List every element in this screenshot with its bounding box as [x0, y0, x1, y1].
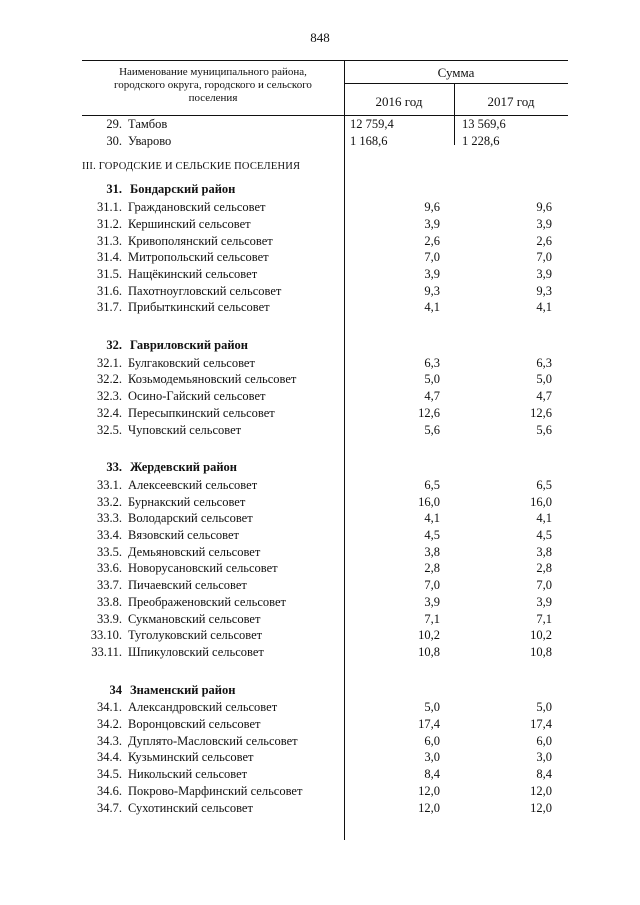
- value-2016: 1 168,6: [350, 133, 388, 148]
- row-number: 31.1.: [97, 200, 122, 215]
- settlement-name: Кузьминский сельсовет: [128, 750, 254, 765]
- page-number: 848: [310, 30, 330, 45]
- settlement-name: Митропольский сельсовет: [128, 250, 269, 265]
- table-row: [82, 560, 568, 577]
- district-name: Гавриловский район: [130, 338, 248, 352]
- value-2016: 6,0: [424, 733, 440, 748]
- row-number: 31.7.: [97, 300, 122, 315]
- table-row: [82, 766, 568, 783]
- row-number: 34.3.: [97, 733, 122, 748]
- row-number: 33.10.: [90, 628, 122, 643]
- settlement-name: Тамбов: [128, 117, 168, 131]
- row-number: 31.6.: [97, 283, 122, 298]
- value-2016: 4,5: [424, 528, 440, 542]
- value-2017: 2,8: [536, 561, 552, 576]
- settlement-name: Сухотинский сельсовет: [128, 800, 253, 815]
- value-2017: 2,6: [536, 233, 552, 248]
- value-2016: 5,0: [424, 700, 440, 715]
- row-number: 31.2.: [97, 216, 122, 231]
- table-row: [82, 133, 568, 150]
- table-row: [82, 644, 568, 661]
- header-sum-divider: [344, 83, 568, 84]
- district-number: 32.: [106, 338, 122, 352]
- value-2017: 5,6: [536, 422, 552, 437]
- value-2017: 12,0: [530, 800, 552, 815]
- table-row: [82, 716, 568, 733]
- table-row: [82, 477, 568, 494]
- settlement-name: Граждановский сельсовет: [128, 200, 266, 215]
- settlement-name: Осино-Гайский сельсовет: [128, 389, 266, 404]
- settlement-name: Володарский сельсовет: [128, 511, 253, 526]
- value-2016: 6,5: [424, 477, 440, 492]
- table-row: [82, 266, 568, 283]
- row-number: 33.8.: [97, 594, 122, 609]
- value-2016: 12,0: [418, 783, 440, 798]
- table-row: [82, 494, 568, 511]
- settlement-name: Воронцовский сельсовет: [128, 717, 261, 731]
- row-number: 34.5.: [97, 767, 122, 782]
- value-2017: 3,9: [536, 216, 552, 231]
- table-row: [82, 216, 568, 233]
- value-2016: 5,0: [424, 372, 440, 387]
- table-row: [82, 283, 568, 300]
- value-2016: 9,3: [424, 283, 440, 298]
- value-2017: 6,0: [536, 733, 552, 748]
- value-2017: 4,5: [536, 528, 552, 542]
- district-number: 34: [109, 682, 122, 697]
- table-row: [82, 199, 568, 216]
- settlement-name: Туголуковский сельсовет: [128, 628, 263, 643]
- district-heading: [82, 682, 235, 699]
- row-number: 32.1.: [97, 355, 122, 370]
- row-number: 29.: [106, 117, 122, 131]
- value-2017: 9,6: [536, 200, 552, 215]
- value-2017: 7,0: [536, 578, 552, 593]
- row-number: 31.3.: [97, 233, 122, 248]
- settlement-name: Бурнакский сельсовет: [128, 494, 246, 509]
- value-2017: 10,8: [530, 644, 552, 659]
- table-row: [82, 544, 568, 561]
- settlement-name: Вязовский сельсовет: [128, 528, 239, 542]
- value-2017: 3,9: [536, 266, 552, 281]
- row-number: 34.4.: [97, 750, 122, 765]
- value-2017: 13 569,6: [462, 117, 506, 131]
- row-number: 34.2.: [97, 717, 122, 731]
- value-2016: 16,0: [418, 494, 440, 509]
- settlement-name: Демьяновский сельсовет: [128, 544, 261, 559]
- value-2016: 4,7: [424, 389, 440, 404]
- row-number: 33.9.: [97, 611, 122, 626]
- row-number: 33.3.: [97, 511, 122, 526]
- row-number: 33.11.: [91, 644, 122, 659]
- row-number: 33.2.: [97, 494, 122, 509]
- value-2016: 10,2: [418, 628, 440, 643]
- settlement-name: Пичаевский сельсовет: [128, 578, 247, 593]
- table-row: [82, 371, 568, 388]
- value-2016: 7,0: [424, 250, 440, 265]
- value-2016: 12,6: [418, 405, 440, 420]
- value-2017: 3,9: [536, 594, 552, 609]
- table-row: [82, 355, 568, 372]
- value-2016: 3,9: [424, 216, 440, 231]
- settlement-name: Кершинский сельсовет: [128, 216, 251, 231]
- row-number: 33.5.: [97, 544, 122, 559]
- header-sum: Сумма: [437, 65, 475, 80]
- table-row: [82, 233, 568, 250]
- settlement-name: Кривополянский сельсовет: [128, 233, 273, 248]
- value-2017: 10,2: [530, 628, 552, 643]
- value-2017: 4,1: [536, 511, 552, 526]
- value-2016: 3,9: [424, 594, 440, 609]
- settlement-name: Пахотноугловский сельсовет: [128, 283, 282, 298]
- allocation-table: [82, 60, 568, 840]
- header-name-line: поселения: [188, 92, 238, 104]
- row-number: 33.1.: [97, 477, 122, 492]
- value-2017: 1 228,6: [462, 133, 500, 148]
- district-name: Знаменский район: [130, 682, 236, 697]
- value-2017: 4,1: [536, 300, 552, 315]
- district-name: Жердевский район: [130, 460, 237, 475]
- settlement-name: Дуплято-Масловский сельсовет: [128, 733, 298, 748]
- table-row: [82, 405, 568, 422]
- table-row: [82, 422, 568, 439]
- table-row: [82, 783, 568, 800]
- value-2016: 8,4: [424, 767, 440, 782]
- settlement-name: Новорусановский сельсовет: [128, 561, 278, 576]
- settlement-name: Козьмодемьяновский сельсовет: [128, 372, 297, 387]
- settlement-name: Булгаковский сельсовет: [128, 355, 255, 370]
- district-heading: [82, 337, 248, 354]
- row-number: 32.2.: [97, 372, 122, 387]
- settlement-name: Прибыткинский сельсовет: [128, 300, 270, 315]
- settlement-name: Нащёкинский сельсовет: [128, 266, 258, 281]
- header-year-2017: 2017 год: [487, 94, 535, 109]
- table-row: [82, 611, 568, 628]
- settlement-name: Покрово-Марфинский сельсовет: [128, 783, 303, 798]
- row-number: 32.5.: [97, 422, 122, 437]
- row-number: 33.7.: [97, 578, 122, 593]
- row-number: 34.1.: [97, 700, 122, 715]
- value-2016: 17,4: [418, 717, 440, 731]
- value-2017: 12,0: [530, 783, 552, 798]
- row-number: 30.: [106, 133, 122, 148]
- value-2017: 16,0: [530, 494, 552, 509]
- settlement-name: Александровский сельсовет: [128, 700, 278, 715]
- value-2017: 3,8: [536, 544, 552, 559]
- settlement-name: Сукмановский сельсовет: [128, 611, 261, 626]
- value-2016: 3,9: [424, 266, 440, 281]
- header-year-2016: 2016 год: [375, 94, 423, 109]
- value-2017: 4,7: [536, 389, 552, 404]
- table-row: [82, 249, 568, 266]
- table-row: [82, 594, 568, 611]
- row-number: 33.4.: [97, 528, 122, 542]
- value-2017: 5,0: [536, 700, 552, 715]
- table-row: [82, 800, 568, 817]
- value-2016: 2,8: [424, 561, 440, 576]
- value-2017: 12,6: [530, 405, 552, 420]
- value-2016: 12 759,4: [350, 117, 394, 131]
- row-number: 34.7.: [97, 800, 122, 815]
- table-row: [82, 388, 568, 405]
- district-number: 33.: [106, 460, 122, 475]
- value-2016: 12,0: [418, 800, 440, 815]
- value-2016: 4,1: [424, 511, 440, 526]
- header-name-column: [82, 66, 344, 105]
- table-row: [82, 116, 568, 133]
- settlement-name: Уварово: [128, 133, 172, 148]
- value-2016: 3,8: [424, 544, 440, 559]
- district-heading: [82, 459, 237, 476]
- district-number: 31.: [106, 182, 122, 197]
- value-2017: 17,4: [530, 717, 552, 731]
- table-row: [82, 527, 568, 544]
- value-2017: 9,3: [536, 283, 552, 298]
- settlement-name: Чуповский сельсовет: [128, 422, 242, 437]
- settlement-name: Шпикуловский сельсовет: [128, 644, 264, 659]
- header-name-line: Наименование муниципального района,: [119, 66, 307, 78]
- value-2016: 7,0: [424, 578, 440, 593]
- value-2016: 3,0: [424, 750, 440, 765]
- header-name-line: городского округа, городского и сельского: [114, 79, 312, 91]
- value-2016: 7,1: [424, 611, 440, 626]
- settlement-name: Алексеевский сельсовет: [128, 477, 258, 492]
- table-row: [82, 749, 568, 766]
- district-name: Бондарский район: [130, 182, 236, 197]
- value-2016: 4,1: [424, 300, 440, 315]
- value-2017: 3,0: [536, 750, 552, 765]
- row-number: 33.6.: [97, 561, 122, 576]
- settlement-name: Пересыпкинский сельсовет: [128, 405, 275, 420]
- value-2016: 2,6: [424, 233, 440, 248]
- table-row: [82, 699, 568, 716]
- value-2017: 8,4: [536, 767, 552, 782]
- value-2017: 7,1: [536, 611, 552, 626]
- row-number: 34.6.: [97, 783, 122, 798]
- section-title: III. ГОРОДСКИЕ И СЕЛЬСКИЕ ПОСЕЛЕНИЯ: [82, 161, 301, 173]
- table-row: [82, 577, 568, 594]
- settlement-name: Преображеновский сельсовет: [128, 594, 286, 609]
- row-number: 32.3.: [97, 389, 122, 404]
- value-2016: 10,8: [418, 644, 440, 659]
- table-row: [82, 299, 568, 316]
- settlement-name: Никольский сельсовет: [128, 767, 248, 782]
- table-row: [82, 510, 568, 527]
- value-2017: 5,0: [536, 372, 552, 387]
- value-2017: 6,3: [536, 355, 552, 370]
- row-number: 31.4.: [97, 250, 122, 265]
- value-2016: 6,3: [424, 355, 440, 370]
- value-2017: 7,0: [536, 250, 552, 265]
- value-2017: 6,5: [536, 477, 552, 492]
- table-top-border: [82, 60, 568, 61]
- value-2016: 9,6: [424, 200, 440, 215]
- row-number: 31.5.: [97, 266, 122, 281]
- table-row: [82, 627, 568, 644]
- row-number: 32.4.: [97, 405, 122, 420]
- table-row: [82, 733, 568, 750]
- district-heading: [82, 181, 235, 198]
- value-2016: 5,6: [424, 422, 440, 437]
